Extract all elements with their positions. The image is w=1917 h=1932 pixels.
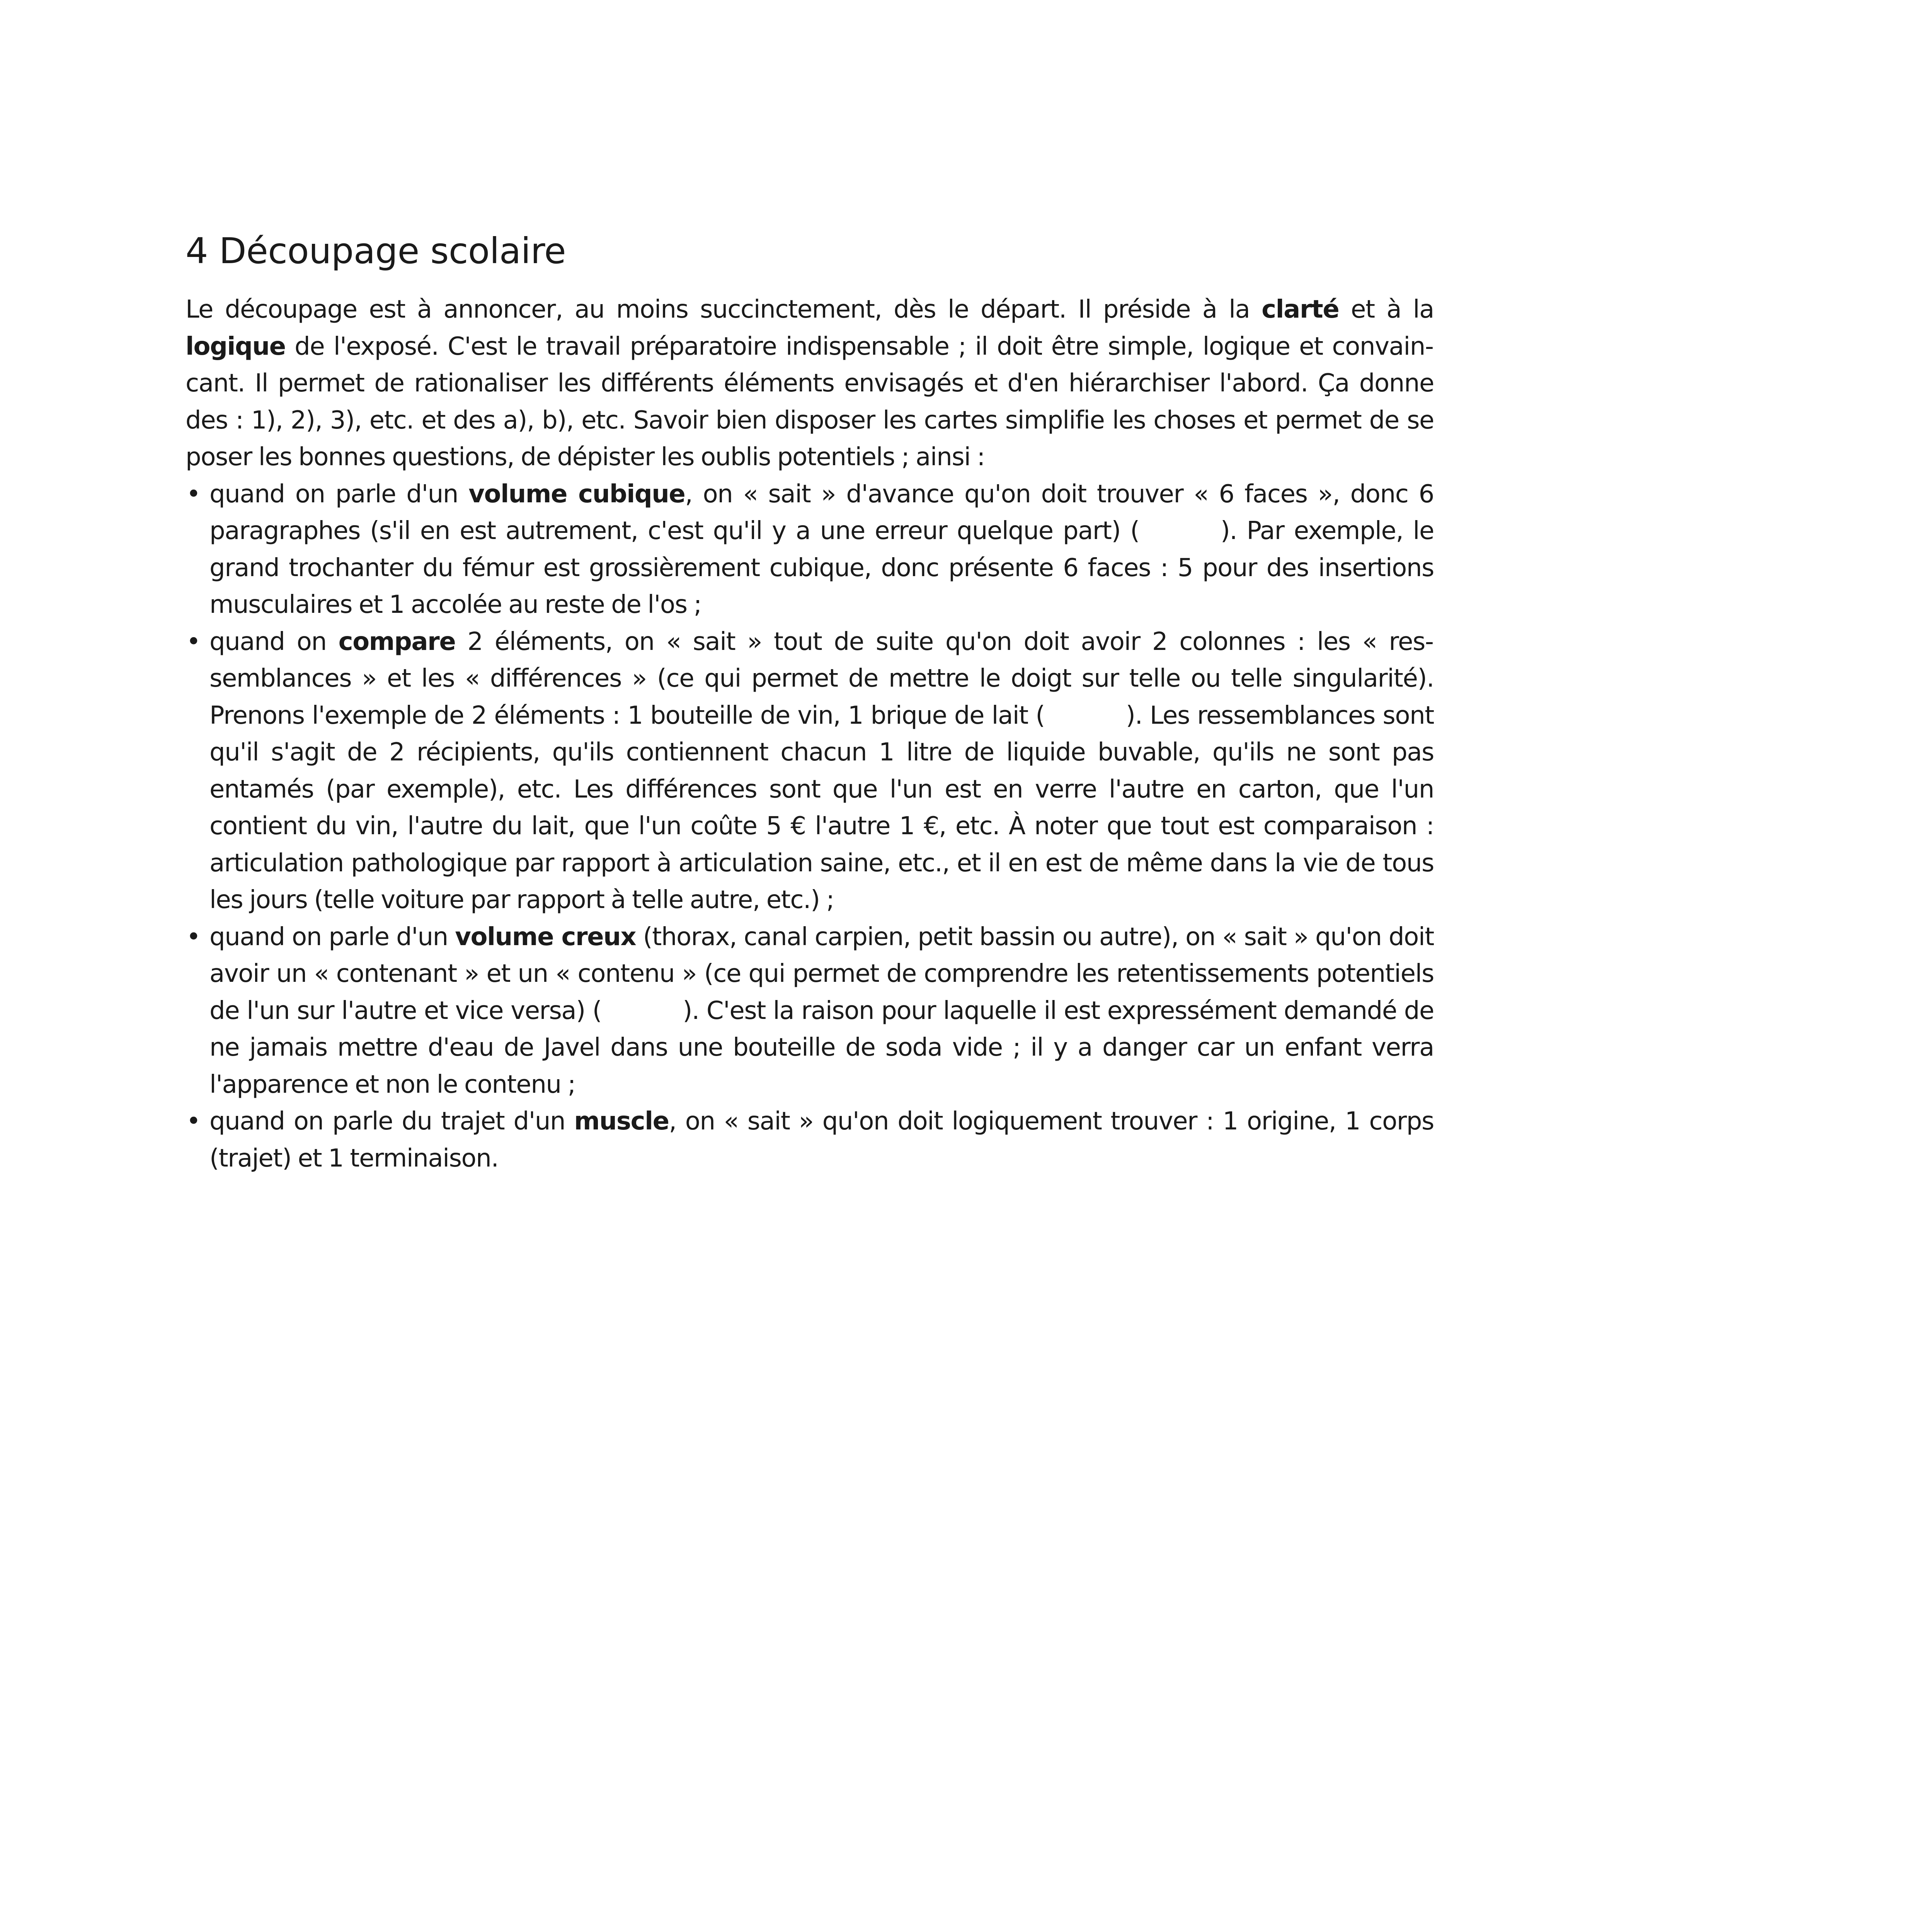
bullet-text-before: quand on parle d'un <box>209 922 455 951</box>
intro-paragraph <box>186 291 1434 476</box>
list-item-volume-cubique <box>186 476 1434 624</box>
list-item-muscle <box>186 1103 1434 1177</box>
bullet-bold-term: muscle <box>574 1107 669 1136</box>
list-item-compare <box>186 624 1434 919</box>
intro-text-1: Le découpage est à annoncer, au moins succinctement, dès le départ. Il préside à la <box>186 295 1262 324</box>
intro-text-3: de l'exposé. C'est le travail préparatoire indispensable ; il doit être simple, logique et convaincant. Il permet de rationaliser les différents éléments envisagés et d'en hiérarchiser l'abord. Ça donne des : 1), 2), 3), etc. et des a), b), etc. Savoir bien disposer les cartes simplifie les choses et permet de se poser les bonnes questions, de dépister les oublis potentiels ; ainsi : <box>186 332 1434 471</box>
bullet-text-before: quand on parle du trajet d'un <box>209 1107 574 1136</box>
list-item-volume-creux <box>186 919 1434 1104</box>
body-text <box>186 291 1434 1177</box>
bullet-text-continued: ). Les ressemblances sont qu'il s'agit de 2 récipients, qu'ils contiennent chacun 1 litre de liquide buvable, qu'ils ne sont pas entamés (par exemple), etc. Les différences sont que l'un est en verre l'autre en carton, que l'un contient du vin, l'autre du lait, que l'un coûte 5 € l'autre 1 €, etc. À noter que tout est comparaison : articulation pathologique par rapport à articulation saine, etc., et il en est de même dans la vie de tous les jours (telle voiture par rapport à telle autre, etc.) ; <box>209 701 1434 914</box>
bullet-text-before: quand on <box>209 627 339 656</box>
bullet-text-after: , on « sait » d'avance qu'on doit trouver « 6 faces », donc 6 paragraphes (s'il en est autrement, c'est qu'il y a une erreur quelque part) ( <box>209 480 1434 545</box>
bullet-bold-term: compare <box>338 627 456 656</box>
bullet-bold-term: volume cubique <box>468 480 685 509</box>
page-content <box>186 228 1434 1177</box>
intro-text-2: et à la <box>1339 295 1434 324</box>
bullet-list <box>186 476 1434 1177</box>
bullet-bold-term: volume creux <box>455 922 636 951</box>
bullet-text-continued: ). Par exemple, le grand trochanter du fémur est grossièrement cubique, donc présente 6 faces : 5 pour des insertions musculaires et 1 accolée au reste de l'os ; <box>209 517 1434 619</box>
bullet-text-continued: ). C'est la raison pour laquelle il est expressément demandé de ne jamais mettre d'eau de Javel dans une bouteille de soda vide ; il y a danger car un enfant verra l'apparence et non le contenu ; <box>209 996 1434 1099</box>
intro-bold-clarte: clarté <box>1262 295 1339 324</box>
section-heading: 4 Découpage scolaire <box>186 230 566 272</box>
bullet-text-after: 2 éléments, on « sait » tout de suite qu'on doit avoir 2 colonnes : les « ressemblances » et les « différences » (ce qui permet de mettre le doigt sur telle ou telle singularité). Prenons l'exemple de 2 éléments : 1 bouteille de vin, 1 brique de lait ( <box>209 627 1434 730</box>
intro-bold-logique: logique <box>186 332 286 361</box>
bullet-text-after: , on « sait » qu'on doit logiquement trouver : 1 origine, 1 corps (trajet) et 1 terminaison. <box>209 1107 1434 1173</box>
bullet-text-after: (thorax, canal carpien, petit bassin ou autre), on « sait » qu'on doit avoir un « contenant » et un « contenu » (ce qui permet de comprendre les retentissements potentiels de l'un sur l'autre et vice versa) ( <box>209 922 1434 1025</box>
bullet-text-before: quand on parle d'un <box>209 480 469 509</box>
